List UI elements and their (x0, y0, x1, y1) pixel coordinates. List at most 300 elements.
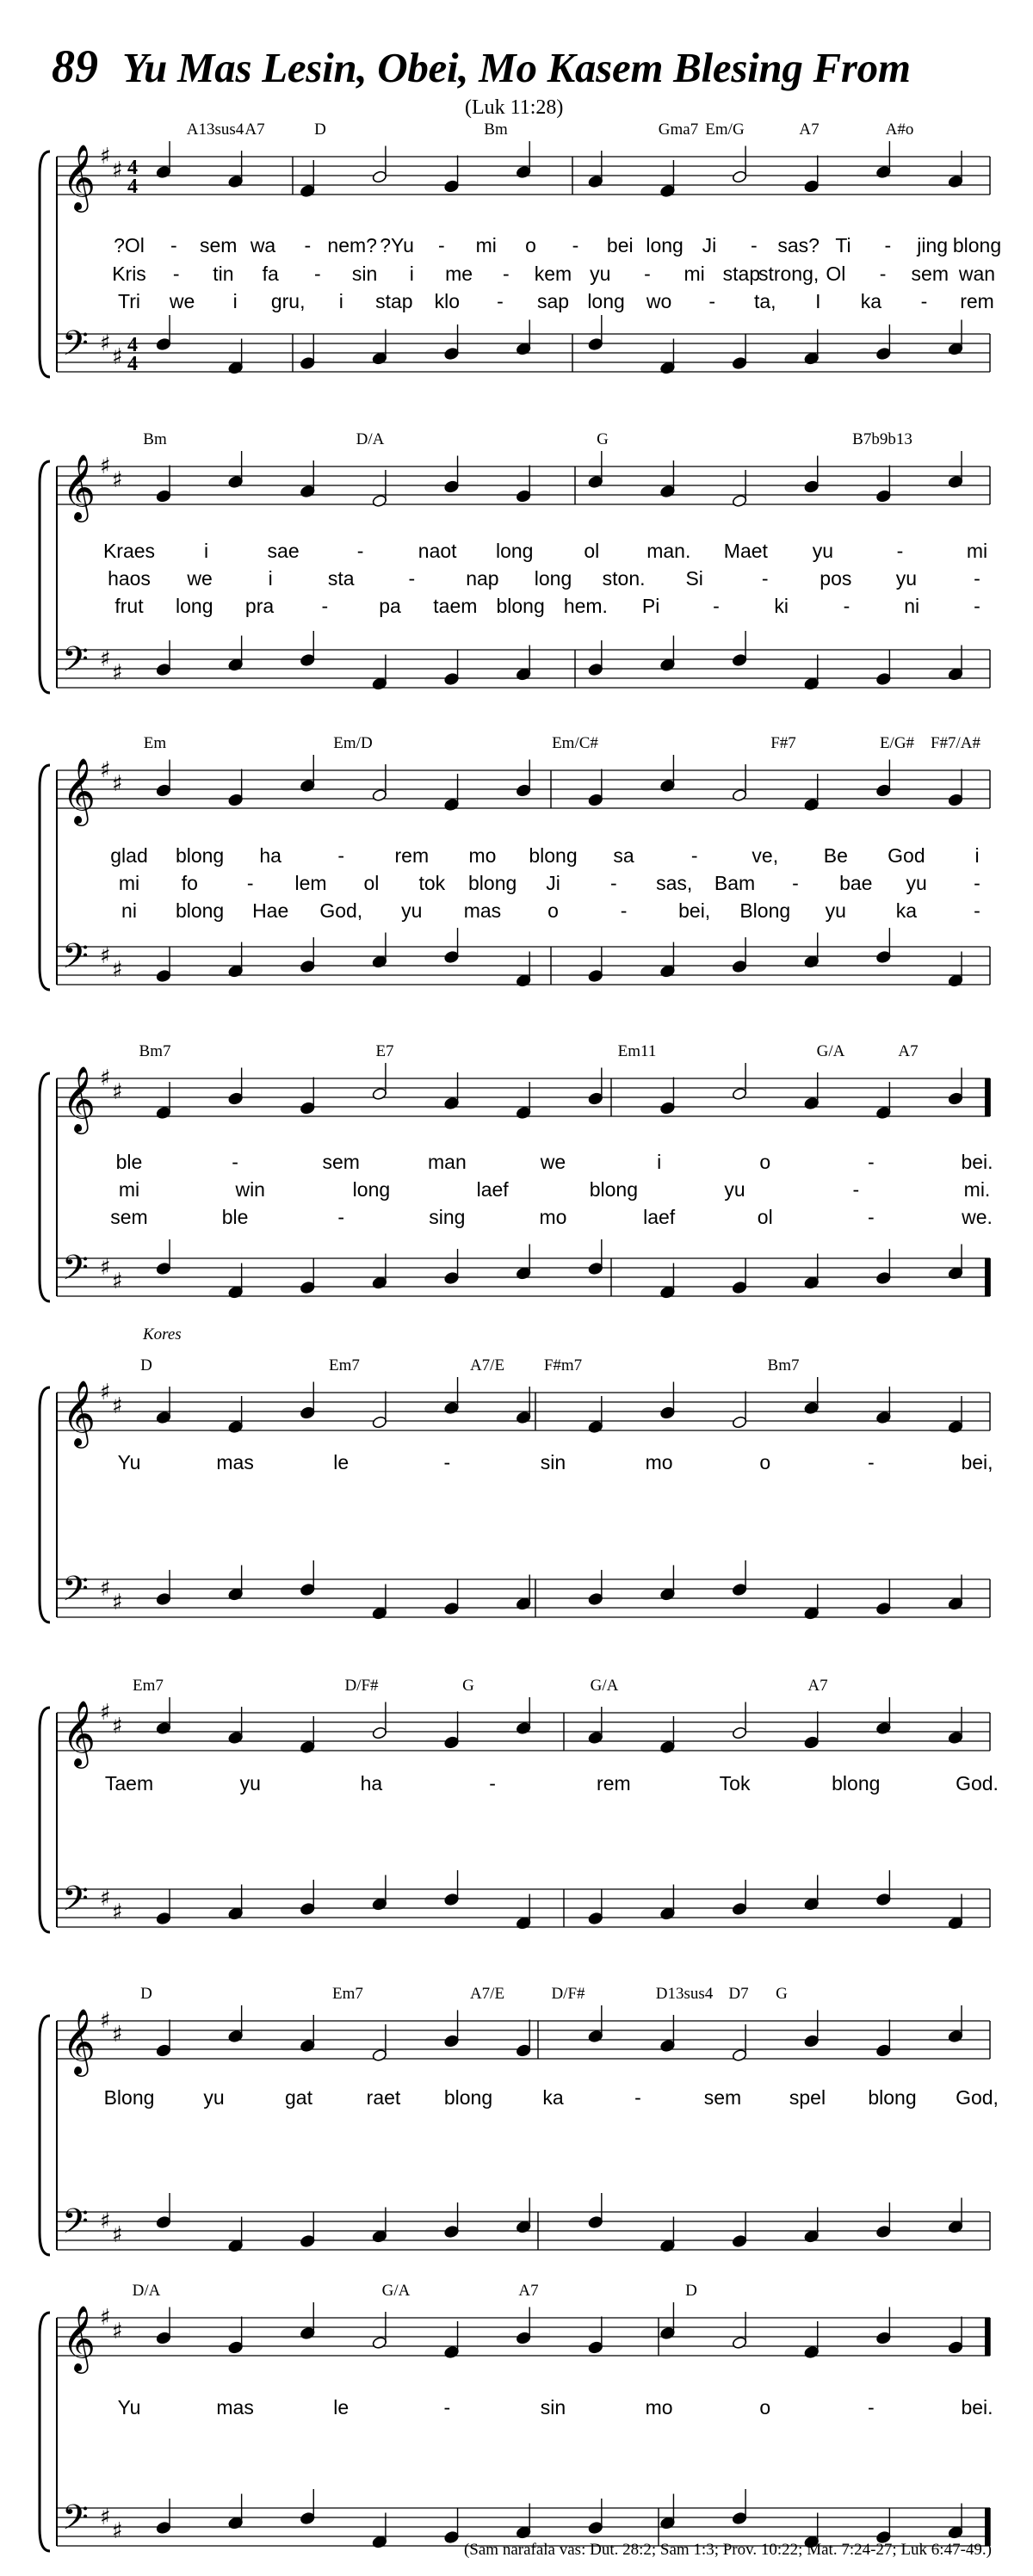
lyric-syllable: naot (418, 540, 457, 562)
lyric-syllable: - (620, 899, 628, 922)
lyric-syllable: blong (496, 595, 545, 617)
lyric-syllable: - (246, 872, 254, 894)
lyric-syllable: - (314, 263, 321, 285)
lyric-syllable: sap (536, 290, 570, 312)
note-head (444, 2530, 460, 2543)
note-head (228, 1092, 244, 1105)
lyric-syllable: gat (285, 2086, 312, 2109)
note-head (660, 2326, 676, 2339)
note-head (804, 2035, 820, 2048)
sharp-icon: ♯ (100, 646, 111, 672)
treble-staff (57, 2008, 990, 2077)
lyric-syllable: laef (643, 1206, 676, 1228)
lyric-syllable: Taem (104, 1772, 154, 1795)
lyric-syllable: - (896, 540, 904, 562)
lyric-syllable: yu (906, 872, 927, 894)
lyric-syllable: ka (895, 899, 918, 922)
sharp-icon: ♯ (100, 330, 111, 356)
chord-symbol: Bm (143, 430, 167, 448)
lyric-syllable: strong, (758, 263, 820, 285)
lyric-syllable: sem (703, 2086, 742, 2109)
note-head (948, 974, 963, 987)
lyric-syllable: tin (213, 263, 234, 285)
lyric-syllable: ?Yu (380, 234, 414, 256)
lyric-syllable: wo (646, 290, 672, 312)
lyric-syllable: rem (960, 290, 994, 312)
scripture-reference: (Luk 11:28) (465, 96, 564, 119)
lyric-syllable: - (761, 567, 769, 590)
note-head (732, 170, 747, 183)
note-head (588, 1592, 603, 1605)
note-head (444, 480, 460, 493)
lyric-syllable: raet (366, 2086, 401, 2109)
note-head (300, 1102, 315, 1115)
lyric-syllable: ki (774, 595, 789, 617)
chord-symbol: G/A (816, 1042, 845, 1060)
note-head (372, 1607, 387, 1620)
lyric-syllable: Bam (714, 872, 756, 894)
lyric-syllable: sem (199, 234, 238, 256)
lyric-syllable: sin (540, 2396, 566, 2418)
note-head (875, 165, 891, 178)
note-head (372, 1276, 387, 1289)
lyric-syllable: - (644, 263, 651, 285)
lyric-syllable: sem (322, 1151, 360, 1173)
system-3 (40, 734, 990, 990)
sharp-icon: ♯ (112, 158, 123, 183)
note-head (156, 490, 171, 503)
note-head (156, 969, 171, 982)
note-head (444, 672, 460, 685)
lyric-syllable: Pi (641, 595, 660, 617)
lyric-syllable: blong (175, 844, 225, 867)
note-head (804, 2345, 820, 2358)
lyric-syllable: Hae (252, 899, 289, 922)
treble-clef-icon: 𝄞 (62, 1700, 96, 1766)
chord-symbol: D/F# (551, 1985, 585, 2003)
note-head (948, 2526, 963, 2539)
lyric-syllable: ol (363, 872, 380, 894)
note-head (372, 1727, 387, 1739)
note-head (732, 1087, 747, 1100)
lyric-syllable: - (792, 872, 799, 894)
lyric-syllable: sa (613, 844, 634, 867)
time-signature-numerator: 4 (127, 157, 138, 179)
lyric-syllable: yu (203, 2086, 225, 2109)
bass-clef-icon: 𝄢 (62, 936, 89, 985)
system-bracket (40, 2313, 50, 2551)
chord-symbol: Em7 (329, 1356, 360, 1374)
lyric-syllable: glad (110, 844, 148, 867)
note-head (156, 1262, 171, 1275)
lyrics (104, 2086, 999, 2109)
note-head (516, 2332, 531, 2344)
note-head (588, 969, 603, 982)
lyric-syllable: - (868, 1206, 875, 1228)
note-head (660, 658, 676, 671)
note-head (516, 1721, 531, 1734)
bass-clef-icon: 𝄢 (62, 639, 89, 688)
note-head (444, 2345, 460, 2358)
lyrics (105, 1772, 999, 1795)
note-head (948, 1917, 963, 1930)
lyric-syllable: win (235, 1178, 265, 1201)
sharp-icon: ♯ (112, 1079, 123, 1105)
lyric-syllable: God (888, 844, 925, 867)
system-bracket (40, 151, 50, 377)
lyric-syllable: ol (757, 1206, 773, 1228)
lyric-syllable: ble (221, 1206, 249, 1228)
lyric-syllable: rem (394, 844, 430, 867)
chord-symbol: Bm7 (139, 1042, 171, 1060)
note-head (588, 1092, 603, 1105)
note-head (875, 490, 891, 503)
lyrics (110, 1151, 993, 1228)
treble-staff (57, 144, 990, 213)
lyric-syllable: le (333, 1451, 349, 1473)
note-head (660, 2239, 676, 2252)
note-head (660, 184, 676, 197)
note-head (156, 1912, 171, 1924)
lyric-syllable: Tri (118, 290, 140, 312)
lyric-syllable: - (408, 567, 416, 590)
lyric-syllable: Ti (835, 234, 851, 256)
note-head (732, 494, 747, 507)
treble-clef-icon: 𝄞 (62, 1380, 96, 1446)
sharp-icon: ♯ (100, 1886, 111, 1912)
chord-symbol: G (776, 1985, 788, 2003)
note-head (156, 1592, 171, 1605)
system-bracket (40, 1387, 50, 1622)
note-head (300, 485, 315, 497)
sharp-icon: ♯ (100, 2008, 111, 2034)
chord-symbol: D/A (356, 430, 385, 448)
lyric-syllable: mo (468, 844, 497, 867)
lyric-syllable: - (879, 263, 887, 285)
lyric-syllable: - (708, 290, 716, 312)
lyric-syllable: - (868, 1451, 875, 1473)
chord-symbol: D13sus4 (655, 1985, 714, 2003)
lyric-syllable: blong (868, 2086, 917, 2109)
lyric-syllable: i (338, 290, 343, 312)
note-head (732, 788, 747, 801)
note-head (875, 672, 891, 685)
lyric-syllable: haos (108, 567, 151, 590)
chord-symbols (144, 734, 981, 752)
chord-symbol: Gma7 (658, 120, 699, 139)
note-head (516, 2044, 531, 2057)
notes (156, 1063, 963, 1299)
chord-symbol: F#7/A# (930, 734, 981, 752)
chord-symbol: F#m7 (543, 1356, 583, 1374)
lyric-syllable: kem (534, 263, 572, 285)
note-head (228, 2029, 244, 2042)
note-head (948, 2029, 963, 2042)
sharp-icon: ♯ (100, 454, 111, 479)
note-head (300, 2326, 315, 2339)
lyric-syllable: - (974, 872, 980, 894)
lyric-syllable: Tok (719, 1772, 751, 1795)
final-barline (985, 2318, 990, 2356)
note-head (156, 2044, 171, 2057)
note-head (300, 1281, 315, 1294)
lyric-syllable: - (634, 2086, 641, 2109)
lyric-syllable: we (169, 290, 195, 312)
note-head (444, 950, 460, 963)
note-head (372, 2536, 387, 2548)
note-head (516, 974, 531, 987)
chord-symbol: A7 (244, 120, 265, 139)
note-head (444, 1096, 460, 1109)
note-head (444, 1736, 460, 1749)
chord-symbol: G (462, 1677, 474, 1695)
system-4 (40, 1042, 993, 1301)
chord-symbol: Em7 (133, 1677, 164, 1695)
note-head (444, 347, 460, 360)
note-head (228, 794, 244, 806)
note-head (588, 1420, 603, 1433)
sharp-icon: ♯ (100, 2505, 111, 2530)
note-head (372, 2336, 387, 2349)
chord-symbol: F#7 (770, 734, 796, 752)
note-head (588, 337, 603, 350)
note-head (875, 347, 891, 360)
lyric-syllable: Si (685, 567, 703, 590)
note-head (660, 779, 676, 792)
lyric-syllable: blong (952, 234, 1002, 256)
lyric-syllable: blong (468, 872, 517, 894)
system-1 (40, 120, 1001, 377)
final-barline (985, 1078, 990, 1116)
chord-symbol: Em11 (617, 1042, 657, 1060)
lyric-syllable: fo (181, 872, 198, 894)
chord-symbol: G (597, 430, 609, 448)
lyric-syllable: yu (825, 899, 846, 922)
note-head (228, 361, 244, 374)
time-signature-numerator: 4 (127, 334, 138, 356)
lyric-syllable: Be (823, 844, 848, 867)
lyric-syllable: spel (789, 2086, 826, 2109)
lyric-syllable: - (750, 234, 758, 256)
bass-staff (57, 2498, 990, 2546)
note-head (732, 2048, 747, 2061)
lyrics (103, 540, 987, 617)
note-head (875, 1602, 891, 1615)
lyric-syllable: - (852, 1178, 860, 1201)
chord-symbol: D/A (132, 2282, 161, 2300)
lyric-syllable: le (333, 2396, 349, 2418)
note-head (444, 798, 460, 811)
note-head (156, 2332, 171, 2344)
lyric-syllable: pos (820, 567, 852, 590)
lyric-syllable: mo (645, 1451, 673, 1473)
note-head (732, 1727, 747, 1739)
lyric-syllable: taem (433, 595, 478, 617)
note-head (660, 485, 676, 497)
system-7 (40, 1985, 999, 2255)
bass-clef-icon: 𝄢 (62, 2202, 89, 2250)
note-head (875, 950, 891, 963)
note-head (875, 1721, 891, 1734)
system-bracket (40, 2016, 50, 2255)
lyric-syllable: God. (956, 1772, 999, 1795)
note-head (948, 2341, 963, 2354)
lyric-syllable: i (974, 844, 980, 867)
note-head (875, 1271, 891, 1284)
note-head (156, 784, 171, 797)
lyric-syllable: mo (539, 1206, 567, 1228)
note-head (228, 2517, 244, 2530)
note-head (516, 1917, 531, 1930)
note-head (948, 475, 963, 488)
note-head (875, 1411, 891, 1424)
system-6 (40, 1677, 999, 1932)
lyrics (112, 234, 1001, 312)
lyric-syllable: yu (590, 263, 611, 285)
note-head (444, 180, 460, 193)
bass-clef-icon: 𝄢 (62, 1569, 89, 1617)
note-head (444, 1893, 460, 1906)
note-head (300, 2234, 315, 2247)
note-head (372, 2048, 387, 2061)
lyric-syllable: ka (860, 290, 882, 312)
lyric-syllable: o (547, 899, 559, 922)
lyrics (110, 844, 980, 922)
note-head (660, 361, 676, 374)
sharp-icon: ♯ (100, 1380, 111, 1405)
note-head (588, 794, 603, 806)
lyrics (118, 1451, 993, 1473)
lyric-syllable: nem? (327, 234, 377, 256)
lyric-syllable: blong (529, 844, 578, 867)
note-head (372, 1416, 387, 1429)
system-8 (40, 2282, 993, 2551)
lyrics (118, 2396, 993, 2418)
chord-symbols (140, 1985, 788, 2003)
bass-clef-icon: 𝄢 (62, 1248, 89, 1296)
note-head (156, 2215, 171, 2228)
note-head (875, 1106, 891, 1119)
note-head (588, 475, 603, 488)
lyric-syllable: mi (684, 263, 705, 285)
lyric-syllable: rem (597, 1772, 631, 1795)
lyric-syllable: fa (262, 263, 279, 285)
bass-clef-icon: 𝄢 (62, 324, 89, 372)
treble-staff (57, 1066, 990, 1134)
sharp-icon: ♯ (100, 1255, 111, 1281)
note-head (948, 1420, 963, 1433)
lyric-syllable: pa (379, 595, 401, 617)
chord-symbol: Bm7 (767, 1356, 800, 1374)
hymn-number: 89 (52, 40, 98, 92)
note-head (588, 2215, 603, 2228)
chord-symbols (187, 120, 914, 139)
note-head (372, 955, 387, 968)
lyric-syllable: me (445, 263, 473, 285)
lyric-syllable: Yu (117, 2396, 141, 2418)
note-head (660, 1907, 676, 1920)
lyric-syllable: o (525, 234, 536, 256)
lyric-syllable: God, (319, 899, 363, 922)
lyric-syllable: long (352, 1178, 391, 1201)
lyric-syllable: Maet (723, 540, 768, 562)
lyric-syllable: frut (114, 595, 144, 617)
note-head (588, 2521, 603, 2534)
lyric-syllable: mi (966, 540, 988, 562)
note-head (516, 490, 531, 503)
lyric-syllable: mi (475, 234, 497, 256)
chord-symbol: D (314, 120, 326, 139)
note-head (732, 2234, 747, 2247)
lyric-syllable: tok (418, 872, 446, 894)
note-head (516, 1267, 531, 1280)
note-head (300, 1583, 315, 1596)
lyric-syllable: yu (895, 567, 918, 590)
chord-symbol: Bm (484, 120, 508, 139)
bass-staff (57, 639, 990, 688)
note-head (156, 663, 171, 676)
note-head (228, 2239, 244, 2252)
notes (156, 2005, 963, 2252)
note-head (300, 356, 315, 369)
note-head (875, 1893, 891, 1906)
lyric-syllable: - (610, 872, 617, 894)
lyric-syllable: sae (267, 540, 300, 562)
lyric-syllable: i (657, 1151, 662, 1173)
note-head (300, 1902, 315, 1915)
lyric-syllable: mi. (963, 1178, 991, 1201)
lyric-syllable: I (815, 290, 821, 312)
note-head (588, 1731, 603, 1744)
lyric-syllable: Kraes (102, 540, 156, 562)
system-2 (40, 430, 990, 693)
lyric-syllable: - (974, 899, 980, 922)
chord-symbol: B7b9b13 (852, 430, 912, 448)
lyric-syllable: - (304, 234, 312, 256)
note-head (516, 1106, 531, 1119)
note-head (444, 1271, 460, 1284)
lyric-syllable: ha (259, 844, 281, 867)
note-head (228, 1420, 244, 1433)
note-head (732, 1583, 747, 1596)
note-head (804, 1607, 820, 1620)
lyric-syllable: sin (351, 263, 378, 285)
lyric-syllable: stap (375, 290, 413, 312)
lyric-syllable: - (443, 1451, 451, 1473)
lyric-syllable: mo (645, 2396, 673, 2418)
lyric-syllable: sem (110, 1206, 148, 1228)
lyric-syllable: nap (466, 567, 499, 590)
chord-symbols (133, 2282, 697, 2300)
lyric-syllable: Kris (112, 263, 146, 285)
note-head (804, 352, 820, 365)
lyric-syllable: bei, (678, 899, 711, 922)
note-head (948, 343, 963, 355)
lyric-syllable: - (356, 540, 364, 562)
note-head (300, 779, 315, 792)
lyric-syllable: i (232, 290, 238, 312)
note-head (948, 1267, 963, 1280)
note-head (804, 2230, 820, 2243)
chord-symbol: A7/E (469, 1356, 505, 1374)
lyric-syllable: o (759, 1451, 771, 1473)
lyric-syllable: blong (832, 1772, 881, 1795)
chord-symbol: A7 (518, 2282, 539, 2300)
note-head (228, 965, 244, 978)
lyric-syllable: ve, (752, 844, 779, 867)
lyric-syllable: ?Ol (114, 234, 145, 256)
treble-clef-icon: 𝄞 (62, 1066, 96, 1132)
